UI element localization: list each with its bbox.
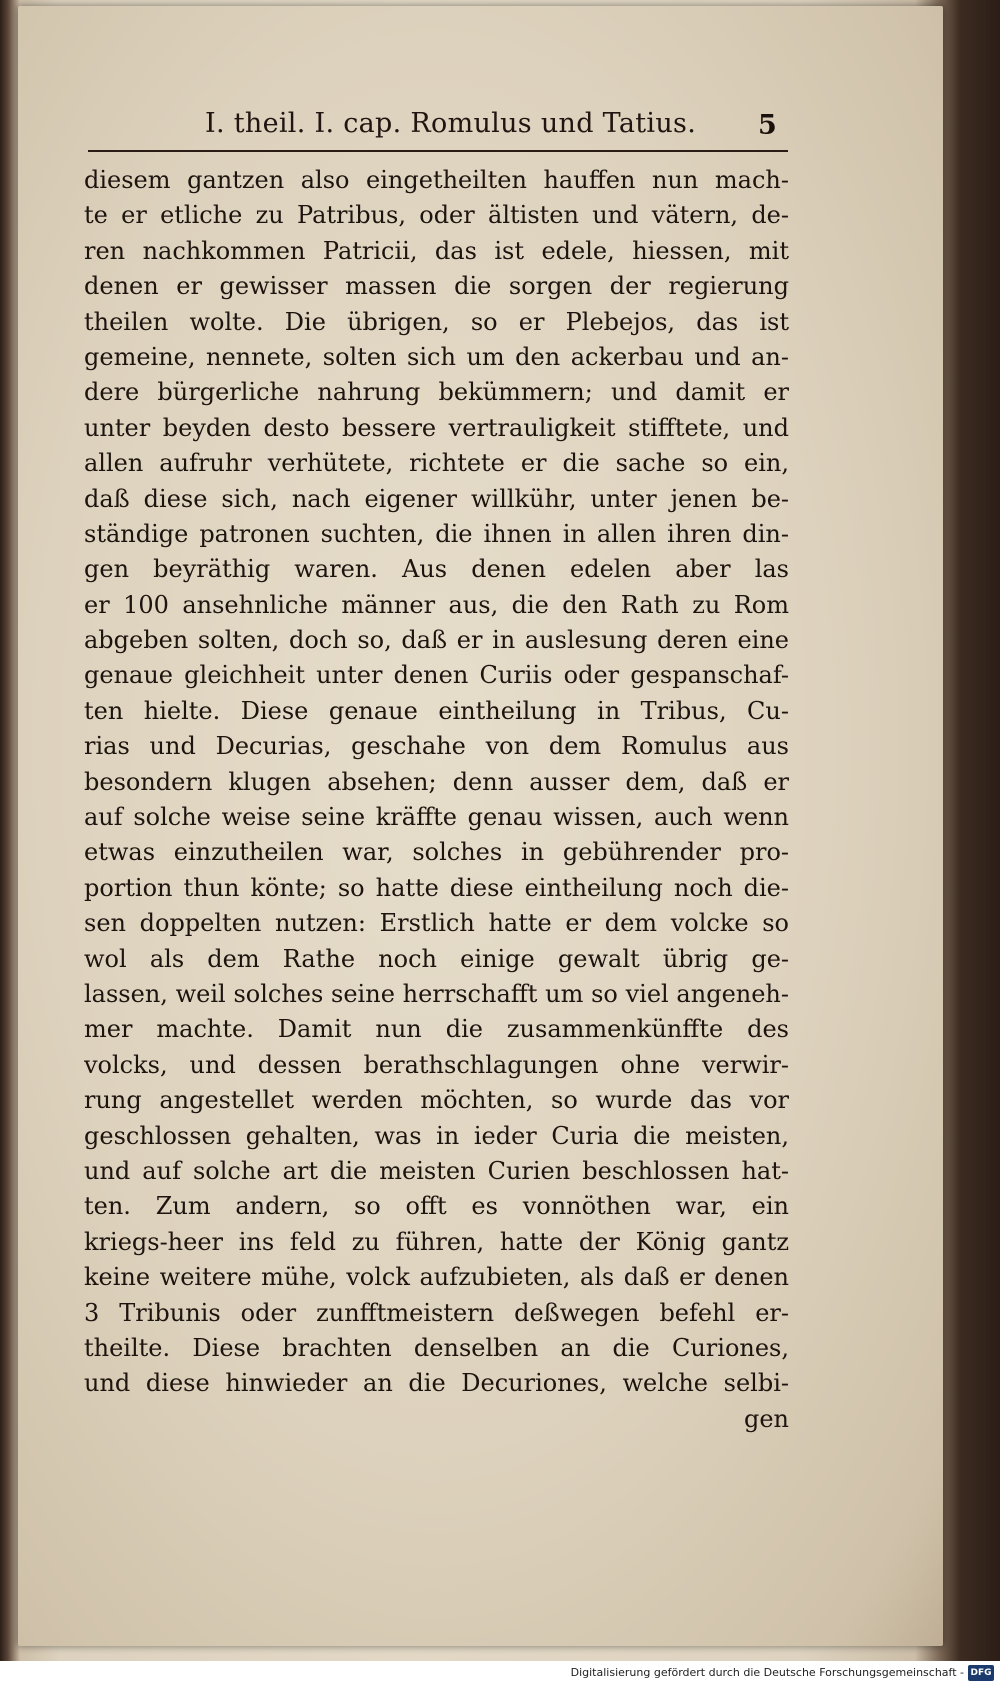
text-line: und auf solche art die meisten Curien beschlossen hat- <box>84 1156 789 1185</box>
header-rule <box>88 150 788 152</box>
text-line: abgeben solten, doch so, daß er in auslesung deren eine <box>84 626 789 655</box>
text-line: rias und Decurias, geschahe von dem Romulus aus <box>84 732 789 761</box>
text-line: lassen, weil solches seine herrschafft um so viel angeneh- <box>84 979 789 1008</box>
text-line: te er etliche zu Patribus, oder ältisten und vätern, de- <box>84 201 789 230</box>
text-line: allen aufruhr verhütete, richtete er die sache so ein, <box>84 449 789 478</box>
text-line: gen beyräthig waren. Aus denen edelen aber las <box>84 555 789 584</box>
dfg-logo: DFG <box>968 1665 994 1681</box>
text-line: daß diese sich, nach eigener willkühr, unter jenen be- <box>84 484 789 513</box>
text-line: genaue gleichheit unter denen Curiis oder gespanschaf- <box>84 661 789 690</box>
text-line: gemeine, nennete, solten sich um den ackerbau und an- <box>84 342 789 371</box>
text-line: portion thun könte; so hatte diese eintheilung noch die- <box>84 873 789 902</box>
text-line: ren nachkommen Patricii, das ist edele, hiessen, mit <box>84 236 789 265</box>
text-line: besondern klugen absehen; denn ausser dem, daß er <box>84 767 789 796</box>
text-line: ten hielte. Diese genaue eintheilung in Tribus, Cu- <box>84 696 789 725</box>
running-head: I. theil. I. cap. Romulus und Tatius. <box>205 108 697 139</box>
text-line: er 100 ansehnliche männer aus, die den Rath zu Rom <box>84 590 789 619</box>
text-line: und diese hinwieder an die Decuriones, welche selbi- <box>84 1369 789 1398</box>
text-line: diesem gantzen also eingetheilten hauffen nun mach- <box>84 166 789 194</box>
text-line: kriegs-heer ins feld zu führen, hatte der König gantz <box>84 1227 789 1256</box>
footer-credit: Digitalisierung gefördert durch die Deutsche Forschungsgemeinschaft - <box>570 1666 964 1679</box>
text-line: denen er gewisser massen die sorgen der regierung <box>84 272 789 301</box>
text-line: theilen wolte. Die übrigen, so er Plebejos, das ist <box>84 307 789 336</box>
text-line: geschlossen gehalten, was in ieder Curia die meisten, <box>84 1121 789 1150</box>
text-line: unter beyden desto bessere vertrauligkeit stifftete, und <box>84 413 789 442</box>
text-line: rung angestellet werden möchten, so wurde das vor <box>84 1086 789 1115</box>
text-line: theilte. Diese brachten denselben an die Curiones, <box>84 1333 789 1362</box>
text-line: ten. Zum andern, so offt es vonnöthen war, ein <box>84 1192 789 1221</box>
text-line: dere bürgerliche nahrung bekümmern; und damit er <box>84 378 789 407</box>
text-line: auf solche weise seine kräffte genau wissen, auch wenn <box>84 803 789 832</box>
body-text <box>84 163 789 1437</box>
text-line: etwas einzutheilen war, solches in gebührender pro- <box>84 838 789 867</box>
text-line: mer machte. Damit nun die zusammenkünffte des <box>84 1015 789 1044</box>
text-line: gen <box>743 1404 789 1433</box>
text-line: sen doppelten nutzen: Erstlich hatte er dem volcke so <box>84 909 789 938</box>
text-line: 3 Tribunis oder zunfftmeistern deßwegen befehl er- <box>84 1298 789 1327</box>
page-number: 5 <box>758 110 777 141</box>
footer-bar <box>0 1661 1000 1687</box>
text-line: ständige patronen suchten, die ihnen in allen ihren din- <box>84 519 789 548</box>
text-line: volcks, und dessen berathschlagungen ohne verwir- <box>84 1050 789 1079</box>
text-line: wol als dem Rathe noch einige gewalt übrig ge- <box>84 944 789 973</box>
text-line: keine weitere mühe, volck aufzubieten, als daß er denen <box>84 1263 789 1292</box>
